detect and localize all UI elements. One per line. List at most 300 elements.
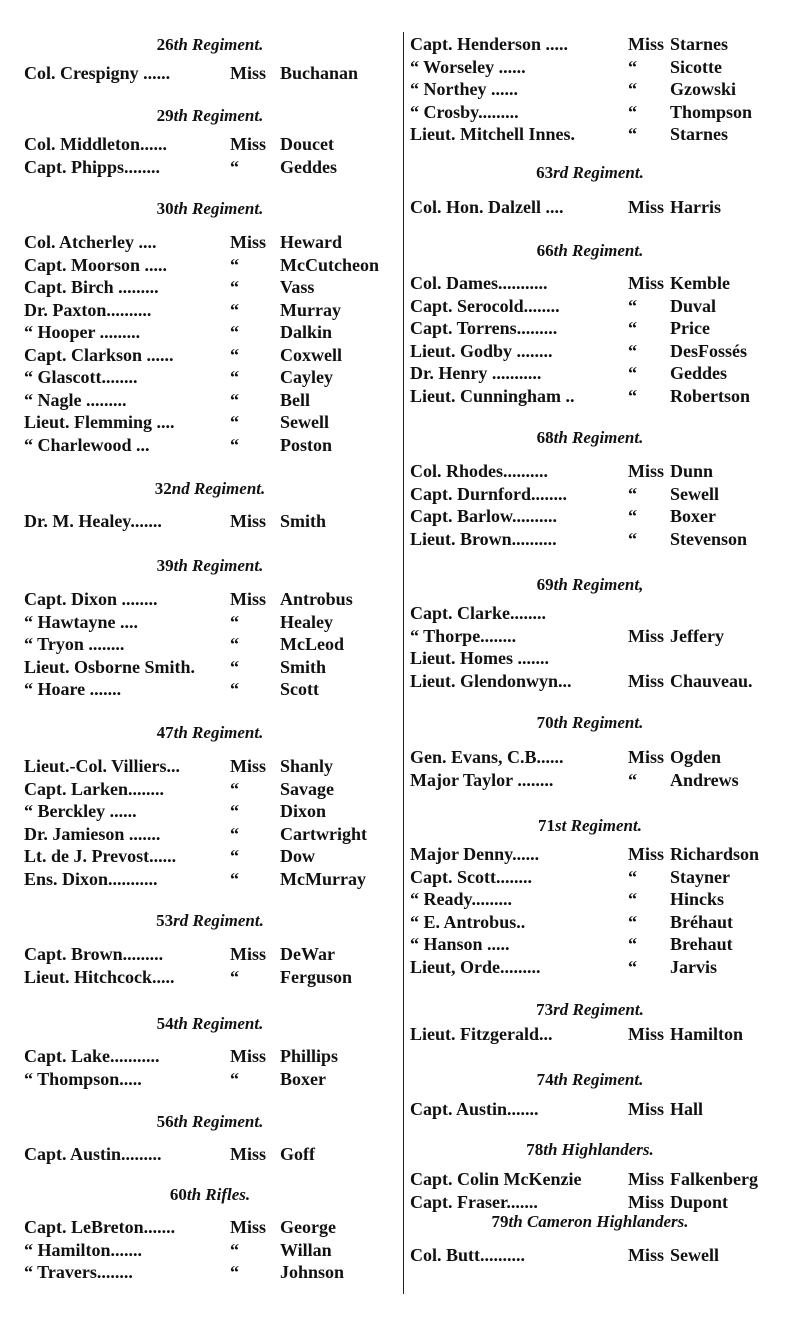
officer-name: Lieut. Flemming ....: [24, 412, 175, 432]
lady-title: Miss: [230, 589, 266, 609]
officer-row: [0, 1216, 400, 1238]
regiment-name: rd Regiment.: [173, 911, 264, 930]
lady-title: Miss: [628, 747, 664, 767]
lady-name: Coxwell: [280, 344, 342, 365]
lady-name: Cayley: [280, 367, 333, 387]
lady-name: George: [280, 1217, 336, 1237]
lady-name: McMurray: [280, 868, 366, 889]
lady-title: Miss: [230, 1046, 266, 1066]
officer-name: Lieut, Orde.........: [410, 956, 541, 977]
regiment-heading: [526, 1140, 654, 1160]
lady-title: Miss: [628, 670, 664, 691]
regiment-number: 68: [536, 428, 554, 447]
officer-row: [406, 385, 806, 407]
officer-row: [406, 101, 806, 123]
officer-name: “ Hoare .......: [24, 679, 122, 699]
lady-name: Dixon: [280, 801, 327, 821]
lady-title: “: [628, 318, 637, 338]
lady-title: “: [628, 124, 637, 144]
regiment-number: 74: [536, 1070, 554, 1089]
lady-title: Miss: [628, 461, 664, 481]
regiment-heading: [536, 1000, 644, 1020]
officer-row: [406, 866, 806, 888]
lady-title: “: [230, 344, 239, 365]
lady-name: Antrobus: [280, 589, 353, 609]
officer-name: Gen. Evans, C.B......: [410, 747, 564, 767]
lady-name: Gzowski: [670, 79, 737, 99]
lady-name: Price: [670, 318, 710, 338]
officer-name: Lieut. Godby ........: [410, 340, 553, 361]
lady-name: DesFossés: [670, 340, 747, 361]
officer-row: [406, 911, 806, 933]
lady-name: Phillips: [280, 1046, 339, 1066]
lady-title: “: [628, 56, 637, 77]
officer-name: Col. Hon. Dalzell ....: [410, 197, 564, 217]
lady-title: “: [230, 966, 239, 987]
lady-name: Ogden: [670, 747, 722, 767]
lady-name: Harris: [670, 197, 721, 217]
regiment-number: 30: [156, 199, 174, 218]
officer-name: “ Tryon ........: [24, 634, 125, 654]
officer-row: [406, 123, 806, 145]
lady-title: Miss: [230, 1144, 266, 1164]
lady-title: “: [628, 769, 637, 790]
officer-row: [0, 755, 400, 777]
officer-row: [0, 868, 400, 890]
officer-name: “ Hanson .....: [410, 934, 510, 954]
regiment-name: th Regiment.: [173, 35, 264, 54]
officer-row: [0, 62, 400, 84]
regiment-heading: [157, 35, 264, 55]
regiment-heading: [537, 241, 644, 261]
regiment-number: 47: [156, 723, 174, 742]
officer-name: Major Denny......: [410, 844, 540, 864]
regiment-number: 79: [491, 1212, 509, 1231]
lady-name: Hincks: [670, 889, 725, 909]
lady-name: Boxer: [280, 1068, 326, 1089]
regiment-heading: [157, 1014, 264, 1034]
lady-title: Miss: [230, 511, 266, 531]
officer-name: Capt. Barlow..........: [410, 506, 558, 526]
officer-name: Capt. Brown.........: [24, 944, 164, 964]
officer-row: [406, 956, 806, 978]
lady-name: Andrews: [670, 769, 739, 790]
lady-name: Scott: [280, 679, 319, 699]
officer-name: Capt. Clarkson ......: [24, 344, 174, 365]
officer-row: [0, 510, 400, 532]
officer-name: “ E. Antrobus..: [410, 911, 526, 932]
officer-row: [0, 943, 400, 965]
officer-row: [0, 1045, 400, 1067]
officer-name: Capt. LeBreton.......: [24, 1217, 176, 1237]
officer-row: [0, 1068, 400, 1090]
lady-name: Geddes: [280, 156, 338, 177]
lady-name: Doucet: [280, 134, 334, 154]
officer-row: [406, 933, 806, 955]
lady-title: “: [230, 1068, 239, 1089]
regiment-name: th Cameron Highlanders.: [508, 1212, 689, 1231]
lady-title: “: [628, 866, 637, 887]
regiment-number: 63: [536, 163, 554, 182]
officer-row: [406, 647, 806, 669]
officer-row: [0, 611, 400, 633]
regiment-name: th Regiment.: [553, 241, 644, 260]
officer-row: [406, 483, 806, 505]
regiment-heading: [157, 199, 264, 219]
lady-title: “: [230, 156, 239, 177]
officer-row: [0, 633, 400, 655]
regiment-number: 39: [156, 556, 174, 575]
lady-name: Healey: [280, 611, 333, 632]
officer-name: “ Hamilton.......: [24, 1239, 143, 1260]
lady-title: Miss: [628, 1099, 664, 1119]
officer-name: Capt. Clarke........: [410, 603, 546, 623]
officer-name: “ Thorpe........: [410, 625, 517, 646]
officer-row: [0, 411, 400, 433]
officer-name: “ Northey ......: [410, 79, 518, 99]
officer-name: Lieut. Hitchcock.....: [24, 966, 175, 987]
lady-name: Richardson: [670, 844, 760, 864]
lady-title: Miss: [230, 756, 266, 776]
regiment-name: st Regiment.: [555, 816, 642, 835]
officer-row: [406, 746, 806, 768]
officer-name: “ Hooper .........: [24, 322, 141, 342]
officer-row: [0, 966, 400, 988]
officer-name: Col. Atcherley ....: [24, 232, 157, 252]
regiment-name: th Regiment.: [553, 713, 644, 732]
regiment-number: 56: [156, 1112, 174, 1131]
lady-name: Jeffery: [670, 625, 724, 646]
officer-name: Col. Butt..........: [410, 1245, 526, 1265]
officer-name: Lieut. Cunningham ..: [410, 385, 575, 406]
officer-name: Dr. Jamieson .......: [24, 823, 161, 844]
officer-row: [406, 56, 806, 78]
officer-name: Lieut. Mitchell Innes.: [410, 124, 575, 144]
regiment-name: rd Regiment.: [553, 1000, 644, 1019]
officer-row: [406, 505, 806, 527]
lady-name: Bell: [280, 389, 310, 410]
officer-row: [406, 33, 806, 55]
lady-name: Dalkin: [280, 322, 333, 342]
officer-row: [406, 843, 806, 865]
officer-row: [0, 276, 400, 298]
lady-name: Bréhaut: [670, 911, 733, 932]
lady-title: “: [628, 934, 637, 954]
lady-name: Thompson: [670, 101, 753, 122]
lady-title: “: [628, 340, 637, 361]
lady-title: “: [628, 295, 637, 316]
lady-title: Miss: [230, 1217, 266, 1237]
officer-name: Lt. de J. Prevost......: [24, 846, 177, 866]
regiment-number: 53: [156, 911, 174, 930]
regiment-heading: [156, 911, 264, 931]
officer-row: [406, 1191, 806, 1213]
officer-row: [0, 254, 400, 276]
lady-title: Miss: [230, 134, 266, 154]
regiment-number: 66: [536, 241, 554, 260]
lady-title: “: [230, 412, 239, 432]
regiment-heading: [155, 479, 266, 499]
lady-name: Jarvis: [670, 956, 717, 977]
officer-row: [406, 196, 806, 218]
officer-row: [406, 670, 806, 692]
officer-name: “ Worseley ......: [410, 56, 526, 77]
officer-row: [406, 295, 806, 317]
officer-name: Capt. Austin.......: [410, 1099, 539, 1119]
lady-name: Starnes: [670, 34, 728, 54]
officer-row: [406, 1168, 806, 1190]
lady-name: Boxer: [670, 506, 716, 526]
officer-row: [406, 317, 806, 339]
lady-name: Sicotte: [670, 56, 722, 77]
officer-name: Capt. Austin.........: [24, 1144, 162, 1164]
regiment-number: 29: [156, 106, 174, 125]
lady-name: Heward: [280, 232, 342, 252]
officer-name: Dr. M. Healey.......: [24, 511, 162, 531]
lady-name: Willan: [280, 1239, 332, 1260]
officer-name: “ Hawtayne ....: [24, 611, 138, 632]
officer-name: “ Berckley ......: [24, 801, 137, 821]
lady-title: Miss: [230, 944, 266, 964]
lady-name: Geddes: [670, 363, 728, 383]
lady-title: Miss: [230, 63, 266, 83]
regiment-heading: [536, 163, 644, 183]
lady-title: “: [628, 506, 637, 526]
lady-title: “: [230, 1239, 239, 1260]
officer-row: [406, 888, 806, 910]
lady-name: Poston: [280, 434, 333, 455]
lady-title: “: [230, 277, 239, 297]
lady-name: Smith: [280, 656, 327, 677]
regiment-number: 26: [156, 35, 174, 54]
lady-title: “: [230, 367, 239, 387]
officer-row: [406, 78, 806, 100]
officer-name: Capt. Henderson .....: [410, 34, 569, 54]
regiment-number: 73: [536, 1000, 554, 1019]
regiment-name: th Regiment.: [553, 428, 644, 447]
lady-name: Sewell: [670, 483, 719, 504]
officer-row: [0, 133, 400, 155]
regiment-heading: [537, 713, 644, 733]
officer-name: “ Ready.........: [410, 889, 513, 909]
lady-name: McLeod: [280, 634, 344, 654]
regiment-name: th Regiment.: [553, 1070, 644, 1089]
officer-name: Major Taylor ........: [410, 769, 554, 790]
regiment-name: rd Regiment.: [553, 163, 644, 182]
regiment-heading: [537, 575, 644, 595]
officer-row: [0, 800, 400, 822]
lady-title: “: [230, 823, 239, 844]
regiment-number: 54: [156, 1014, 174, 1033]
officer-name: “ Charlewood ...: [24, 434, 150, 455]
officer-row: [406, 1023, 806, 1045]
regiment-heading: [537, 428, 644, 448]
lady-title: “: [230, 1262, 239, 1282]
lady-name: Stayner: [670, 866, 730, 887]
regiment-heading: [157, 1112, 264, 1132]
lady-name: Goff: [280, 1144, 315, 1164]
lady-name: Vass: [280, 277, 315, 297]
lady-title: “: [230, 611, 239, 632]
lady-name: Starnes: [670, 124, 728, 144]
lady-name: McCutcheon: [280, 254, 379, 275]
lady-title: “: [230, 846, 239, 866]
lady-title: “: [628, 483, 637, 504]
officer-name: Lieut. Glendonwyn...: [410, 670, 572, 691]
lady-title: “: [230, 679, 239, 699]
officer-row: [0, 1239, 400, 1261]
officer-name: Lieut.-Col. Villiers...: [24, 756, 180, 776]
lady-name: Johnson: [280, 1262, 345, 1282]
regiment-number: 78: [526, 1140, 544, 1159]
officer-row: [0, 678, 400, 700]
officer-name: Col. Crespigny ......: [24, 63, 171, 83]
officer-row: [406, 625, 806, 647]
officer-name: Capt. Scott........: [410, 866, 532, 887]
officer-row: [0, 656, 400, 678]
lady-name: Stevenson: [670, 528, 748, 549]
officer-name: Lieut. Fitzgerald...: [410, 1024, 553, 1044]
lady-title: “: [628, 889, 637, 909]
officer-name: Lieut. Homes .......: [410, 648, 549, 668]
officer-row: [0, 321, 400, 343]
officer-row: [0, 845, 400, 867]
regiment-number: 32: [154, 479, 172, 498]
regiment-number: 70: [536, 713, 554, 732]
officer-name: Capt. Lake...........: [24, 1046, 160, 1066]
lady-name: Sewell: [670, 1245, 719, 1265]
officer-row: [0, 366, 400, 388]
officer-name: Col. Rhodes..........: [410, 461, 549, 481]
lady-title: Miss: [628, 1191, 664, 1212]
officer-name: Capt. Larken........: [24, 778, 165, 799]
officer-name: Lieut. Osborne Smith.: [24, 656, 196, 677]
officer-name: Capt. Birch .........: [24, 277, 159, 297]
officer-name: Col. Middleton......: [24, 134, 168, 154]
officer-name: Capt. Serocold........: [410, 295, 560, 316]
officer-name: “ Thompson.....: [24, 1068, 142, 1089]
lady-title: Miss: [628, 1245, 664, 1265]
officer-name: “ Travers........: [24, 1262, 133, 1282]
officer-row: [0, 299, 400, 321]
officer-row: [406, 769, 806, 791]
lady-title: Miss: [628, 625, 664, 646]
officer-name: Capt. Torrens.........: [410, 318, 558, 338]
officer-row: [0, 823, 400, 845]
lady-name: Dow: [280, 846, 315, 866]
officer-name: Lieut. Brown..........: [410, 528, 557, 549]
officer-name: Capt. Phipps........: [24, 156, 161, 177]
lady-title: “: [230, 778, 239, 799]
lady-name: DeWar: [280, 944, 335, 964]
lady-title: “: [628, 385, 637, 406]
officer-row: [0, 231, 400, 253]
regiment-heading: [538, 816, 642, 836]
officer-row: [406, 460, 806, 482]
lady-title: Miss: [628, 1024, 664, 1044]
regiment-heading: [157, 106, 264, 126]
lady-title: Miss: [628, 34, 664, 54]
lady-title: Miss: [628, 1169, 664, 1189]
officer-row: [406, 1244, 806, 1266]
lady-name: Dunn: [670, 461, 714, 481]
officer-row: [406, 528, 806, 550]
regiment-number: 69: [536, 575, 554, 594]
regiment-heading: [537, 1070, 644, 1090]
officer-name: Col. Dames...........: [410, 273, 548, 293]
lady-title: “: [628, 956, 637, 977]
officer-name: Capt. Fraser.......: [410, 1191, 538, 1212]
lady-name: Savage: [280, 778, 334, 799]
lady-name: Smith: [280, 511, 327, 531]
officer-row: [0, 1261, 400, 1283]
lady-title: “: [230, 434, 239, 455]
regiment-heading: [157, 556, 264, 576]
lady-title: Miss: [628, 844, 664, 864]
officer-name: Dr. Paxton..........: [24, 299, 152, 320]
lady-name: Hamilton: [670, 1024, 744, 1044]
regiment-heading: [492, 1212, 689, 1232]
regiment-name: th Highlanders.: [543, 1140, 654, 1159]
officer-row: [0, 389, 400, 411]
officer-row: [0, 778, 400, 800]
regiment-name: th Regiment.: [173, 556, 264, 575]
lady-name: Kemble: [670, 273, 730, 293]
lady-title: “: [230, 634, 239, 654]
officer-row: [406, 602, 806, 624]
lady-name: Hall: [670, 1099, 704, 1119]
regiment-name: th Regiment.: [173, 1112, 264, 1131]
lady-name: Murray: [280, 299, 341, 320]
officer-row: [406, 272, 806, 294]
officer-row: [0, 1143, 400, 1165]
regiment-number: 60: [169, 1185, 187, 1204]
officer-name: Capt. Durnford........: [410, 483, 568, 504]
regiment-number: 71: [538, 816, 556, 835]
lady-title: “: [230, 656, 239, 677]
lady-title: “: [230, 801, 239, 821]
lady-title: “: [230, 299, 239, 320]
lady-title: “: [628, 528, 637, 549]
lady-name: Cartwright: [280, 823, 367, 844]
lady-title: “: [628, 363, 637, 383]
column-divider: [403, 32, 404, 1294]
officer-row: [406, 362, 806, 384]
officer-row: [0, 434, 400, 456]
lady-title: “: [628, 101, 637, 122]
lady-title: “: [628, 911, 637, 932]
officer-name: Capt. Dixon ........: [24, 589, 158, 609]
officer-name: Ens. Dixon...........: [24, 868, 158, 889]
lady-title: “: [230, 868, 239, 889]
regiment-name: th Regiment.: [173, 723, 264, 742]
lady-name: Falkenberg: [670, 1169, 758, 1189]
regiment-heading: [157, 723, 264, 743]
regiment-heading: [170, 1185, 250, 1205]
regiment-name: th Regiment,: [553, 575, 644, 594]
lady-title: “: [230, 389, 239, 410]
officer-name: “ Glascott........: [24, 367, 138, 387]
regiment-name: th Regiment.: [173, 1014, 264, 1033]
lady-title: “: [230, 254, 239, 275]
lady-name: Chauveau.: [670, 670, 753, 691]
officer-row: [406, 1098, 806, 1120]
regiment-name: nd Regiment.: [171, 479, 266, 498]
lady-title: “: [230, 322, 239, 342]
officer-name: “ Crosby.........: [410, 101, 519, 122]
lady-title: Miss: [628, 273, 664, 293]
officer-name: Capt. Colin McKenzie: [410, 1169, 582, 1189]
